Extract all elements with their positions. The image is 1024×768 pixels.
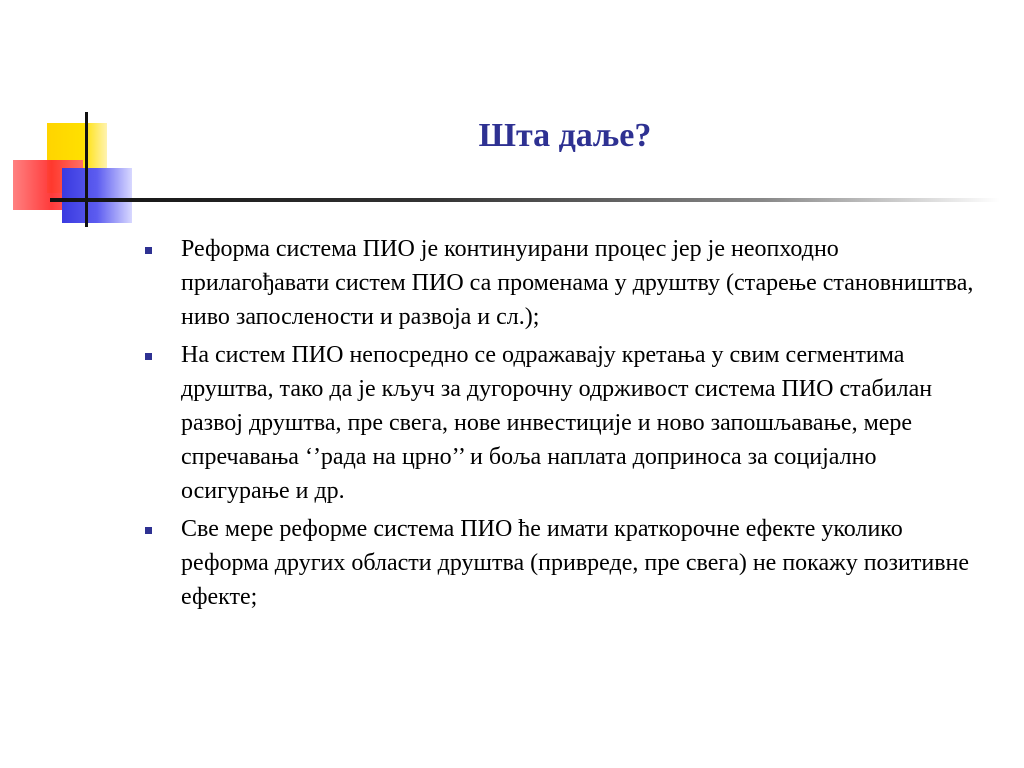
title-divider-rule — [50, 198, 1000, 202]
vertical-line-shape — [85, 112, 88, 227]
slide-title: Шта даље? — [478, 117, 652, 154]
bullet-text: На систем ПИО непосредно се одражавају кретања у свим сегментима друштва, тако да је кључ за дугорочну одрживост система ПИО стабилан развој друштва, пре свега, нове инвестиције и ново запошљавање, мере спречавања ‘’рада на црно’’ и боља наплата доприноса за социјално осигурање и др. — [181, 342, 933, 504]
bullet-item — [145, 232, 980, 334]
bullet-text: Све мере реформе система ПИО ће имати краткорочне ефекте уколико реформа других области друштва (привреде, пре свега) не покажу позитивне ефекте; — [181, 516, 970, 610]
square-bullet-icon — [145, 527, 152, 534]
square-bullet-icon — [145, 353, 152, 360]
decorative-squares-logo — [0, 0, 140, 230]
bullet-item — [145, 512, 980, 614]
square-bullet-icon — [145, 247, 152, 254]
bullet-text: Реформа система ПИО је континуирани процес јер је неопходно прилагођавати систем ПИО са променама у друштву (старење становништва, ниво запослености и развоја и сл.); — [181, 236, 974, 330]
bullet-list — [145, 232, 980, 618]
blue-square-shape — [62, 168, 132, 223]
bullet-item — [145, 338, 980, 508]
